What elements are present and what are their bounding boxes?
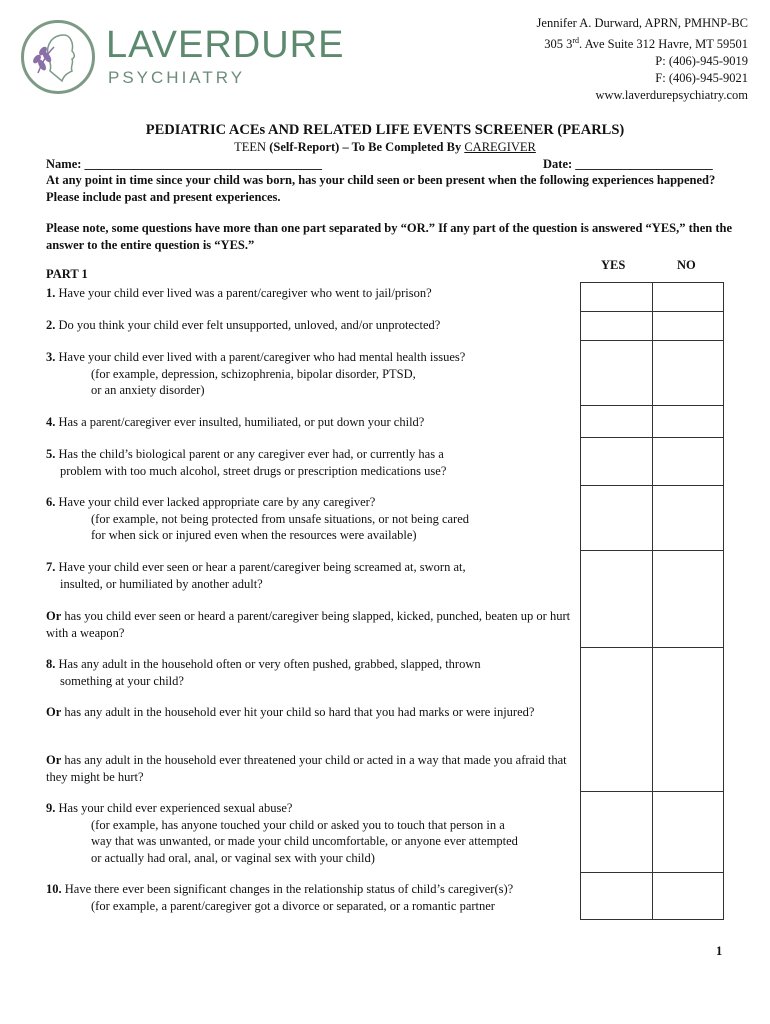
q1-no-cell[interactable] [652, 283, 724, 312]
page-subtitle: TEEN (Self-Report) – To Be Completed By CAREGIVER [234, 140, 536, 154]
date-field[interactable]: Date: ______________________ [543, 157, 713, 171]
q9-no-cell[interactable] [652, 792, 724, 873]
q3-yes-cell[interactable] [581, 341, 653, 406]
note-text: Please note, some questions have more than one part separated by “OR.” If any part of the question is answered “YES,” then the answer to the entire question is “YES.” [46, 221, 733, 252]
question-8-or-1: Or has any adult in the household ever hit your child so hard that you had marks or were injured? [46, 705, 535, 719]
q10-yes-cell[interactable] [581, 873, 653, 920]
question-3: 3. Have your child ever lived with a parent/caregiver who had mental health issues? (for example, depression, schizophrenia, bipolar disorder, PTSD, or an anxiety disorder) [46, 350, 466, 397]
q2-yes-cell[interactable] [581, 312, 653, 341]
question-10: 10. Have there ever been significant changes in the relationship status of child’s caregiver(s)? (for example, a parent/caregiver got a divorce or separated, or a romantic partner [46, 882, 514, 913]
question-8: 8. Has any adult in the household often or very often pushed, grabbed, slapped, thrown something at your child? [46, 657, 481, 688]
q2-no-cell[interactable] [652, 312, 724, 341]
answer-grid [580, 282, 724, 920]
question-7-or: Or has you child ever seen or heard a parent/caregiver being slapped, kicked, punched, beaten up or hurt with a weapon? [46, 609, 571, 640]
q1-yes-cell[interactable] [581, 283, 653, 312]
logo-subtitle: PSYCHIATRY [108, 68, 246, 87]
address: 305 3rd. Ave Suite 312 Havre, MT 59501 [544, 36, 748, 52]
page-title: PEDIATRIC ACEs AND RELATED LIFE EVENTS SCREENER (PEARLS) [145, 122, 625, 138]
q3-no-cell[interactable] [652, 341, 724, 406]
q7-yes-cell[interactable] [581, 551, 653, 648]
website: www.laverdurepsychiatry.com [595, 88, 748, 103]
name-field[interactable]: Name: ______________________________________ [46, 157, 323, 171]
logo-emblem [21, 20, 95, 94]
column-no-header: NO [677, 258, 696, 272]
question-7: 7. Have your child ever seen or hear a parent/caregiver being screamed at, sworn at, insulted, or humiliated by another adult? [46, 560, 466, 591]
question-6: 6. Have your child ever lacked appropriate care by any caregiver? (for example, not being protected from unsafe situations, or not being cared for when sick or injured even when the resources were available) [46, 495, 470, 542]
q7-no-cell[interactable] [652, 551, 724, 648]
fax: F: (406)-945-9021 [655, 71, 748, 86]
q10-no-cell[interactable] [652, 873, 724, 920]
question-9: 9. Has your child ever experienced sexual abuse? (for example, has anyone touched your child or asked you to touch that person in a way that was unwanted, or made your child uncomfortable, or anyone ever attempted or actually had oral, anal, or vaginal sex with your child) [46, 801, 518, 865]
contact-block [537, 15, 748, 104]
q6-no-cell[interactable] [652, 486, 724, 551]
column-yes-header: YES [601, 258, 626, 272]
question-5: 5. Has the child’s biological parent or any caregiver ever had, or currently has a problem with too much alcohol, street drugs or prescription medications use? [46, 447, 447, 478]
question-8-or-2: Or has any adult in the household ever threatened your child or acted in a way that made you afraid that they might be hurt? [46, 753, 567, 784]
question-2: 2. Do you think your child ever felt unsupported, unloved, and/or unprotected? [46, 318, 441, 332]
q4-yes-cell[interactable] [581, 406, 653, 438]
q4-no-cell[interactable] [652, 406, 724, 438]
logo-wordmark: LAVERDURE [106, 24, 345, 66]
q6-yes-cell[interactable] [581, 486, 653, 551]
q8-no-cell[interactable] [652, 648, 724, 792]
q5-no-cell[interactable] [652, 438, 724, 486]
q8-yes-cell[interactable] [581, 648, 653, 792]
q9-yes-cell[interactable] [581, 792, 653, 873]
phone: P: (406)-945-9019 [655, 54, 748, 69]
profile-leaf-icon [24, 23, 92, 91]
provider-name: Jennifer A. Durward, APRN, PMHNP-BC [536, 16, 748, 30]
question-1: 1. Have your child ever lived was a parent/caregiver who went to jail/prison? [46, 286, 432, 300]
intro-text: At any point in time since your child was born, has your child seen or been present when the following experiences happened? Please include past and present experiences. [46, 173, 716, 204]
page-number: 1 [716, 944, 723, 958]
part-heading: PART 1 [46, 267, 88, 281]
q5-yes-cell[interactable] [581, 438, 653, 486]
question-4: 4. Has a parent/caregiver ever insulted, humiliated, or put down your child? [46, 415, 425, 429]
